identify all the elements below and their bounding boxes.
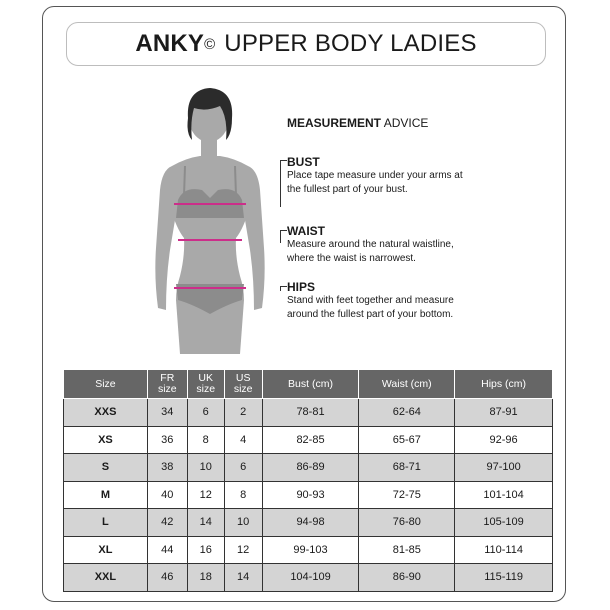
hips-advice: HIPS Stand with feet together and measure around the fullest part of your bottom. [287, 280, 454, 320]
table-row [64, 454, 553, 482]
table-cell-bust: 86-89 [262, 454, 359, 482]
table-cell-us-size: 14 [224, 564, 262, 592]
table-cell-waist: 72-75 [359, 481, 455, 509]
brand-name: ANKY [135, 30, 205, 57]
table-cell-fr-size: 46 [147, 564, 187, 592]
column-header-uk-size: UK size [187, 370, 224, 399]
table-cell-uk-size: 8 [187, 426, 224, 454]
table-cell-hips: 110-114 [455, 536, 553, 564]
title-text: UPPER BODY LADIES [224, 30, 477, 57]
bust-pointer [280, 160, 287, 207]
table-cell-waist: 86-90 [359, 564, 455, 592]
table-cell-size: S [64, 454, 148, 482]
table-cell-size: XS [64, 426, 148, 454]
table-cell-size: XXL [64, 564, 148, 592]
table-cell-uk-size: 16 [187, 536, 224, 564]
table-row [64, 399, 553, 427]
table-cell-us-size: 4 [224, 426, 262, 454]
table-row [64, 481, 553, 509]
table-header-row [64, 370, 553, 399]
column-header-hips: Hips (cm) [455, 370, 553, 399]
table-cell-hips: 87-91 [455, 399, 553, 427]
table-cell-us-size: 10 [224, 509, 262, 537]
table-cell-bust: 104-109 [262, 564, 359, 592]
hips-pointer [280, 286, 287, 291]
table-cell-hips: 97-100 [455, 454, 553, 482]
table-cell-size: M [64, 481, 148, 509]
column-header-bust: Bust (cm) [262, 370, 359, 399]
table-cell-waist: 76-80 [359, 509, 455, 537]
column-header-us-size: US size [224, 370, 262, 399]
table-cell-hips: 101-104 [455, 481, 553, 509]
table-cell-uk-size: 18 [187, 564, 224, 592]
table-cell-fr-size: 34 [147, 399, 187, 427]
table-cell-waist: 68-71 [359, 454, 455, 482]
waist-pointer [280, 230, 287, 243]
bust-advice: BUST Place tape measure under your arms at the fullest part of your bust. [287, 155, 463, 195]
waist-advice: WAIST Measure around the natural waistline, where the waist is narrowest. [287, 224, 454, 264]
table-cell-us-size: 12 [224, 536, 262, 564]
table-cell-size: L [64, 509, 148, 537]
table-cell-us-size: 2 [224, 399, 262, 427]
table-cell-fr-size: 40 [147, 481, 187, 509]
table-cell-us-size: 6 [224, 454, 262, 482]
table-cell-size: XL [64, 536, 148, 564]
table-cell-size: XXS [64, 399, 148, 427]
table-cell-hips: 92-96 [455, 426, 553, 454]
table-cell-waist: 81-85 [359, 536, 455, 564]
table-cell-fr-size: 36 [147, 426, 187, 454]
column-header-fr-size: FR size [147, 370, 187, 399]
table-row [64, 426, 553, 454]
table-cell-us-size: 8 [224, 481, 262, 509]
table-cell-fr-size: 44 [147, 536, 187, 564]
copyright-mark: © [204, 35, 216, 53]
column-header-waist: Waist (cm) [359, 370, 455, 399]
table-row [64, 564, 553, 592]
table-cell-bust: 90-93 [262, 481, 359, 509]
table-cell-uk-size: 6 [187, 399, 224, 427]
size-chart-table [63, 369, 553, 592]
column-header-size: Size [64, 370, 148, 399]
table-row [64, 536, 553, 564]
table-cell-uk-size: 12 [187, 481, 224, 509]
measurement-advice-heading: MEASUREMENT ADVICE [287, 116, 429, 130]
table-cell-waist: 65-67 [359, 426, 455, 454]
table-cell-bust: 99-103 [262, 536, 359, 564]
table-cell-bust: 94-98 [262, 509, 359, 537]
table-cell-fr-size: 38 [147, 454, 187, 482]
table-cell-hips: 105-109 [455, 509, 553, 537]
table-cell-hips: 115-119 [455, 564, 553, 592]
page-title [66, 22, 546, 66]
table-cell-waist: 62-64 [359, 399, 455, 427]
table-cell-bust: 82-85 [262, 426, 359, 454]
table-cell-fr-size: 42 [147, 509, 187, 537]
table-cell-bust: 78-81 [262, 399, 359, 427]
body-figure-illustration [140, 78, 280, 354]
table-row [64, 509, 553, 537]
table-cell-uk-size: 10 [187, 454, 224, 482]
table-cell-uk-size: 14 [187, 509, 224, 537]
